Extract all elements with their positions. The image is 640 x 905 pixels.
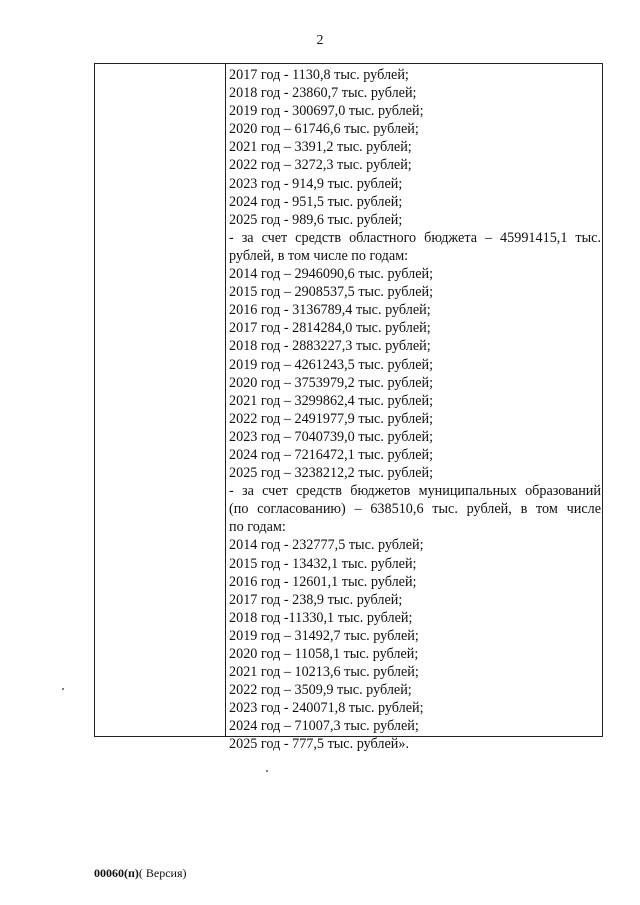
funding-line: 2019 год - 300697,0 тыс. рублей;: [229, 103, 424, 120]
funding-line: 2018 год - 2883227,3 тыс. рублей;: [229, 338, 431, 355]
funding-line: 2022 год – 3509,9 тыс. рублей;: [229, 682, 412, 699]
funding-line: 2015 год - 13432,1 тыс. рублей;: [229, 555, 417, 572]
scan-speck: [62, 688, 64, 690]
funding-line: - за счет средств бюджетов муниципальных образований: [229, 483, 601, 500]
funding-line: 2025 год – 3238212,2 тыс. рублей;: [229, 465, 434, 482]
funding-line: 2019 год – 31492,7 тыс. рублей;: [229, 627, 419, 644]
funding-line: 2014 год - 232777,5 тыс. рублей;: [229, 537, 424, 554]
funding-line: 2023 год - 914,9 тыс. рублей;: [229, 175, 403, 192]
funding-line: 2022 год – 2491977,9 тыс. рублей;: [229, 410, 434, 427]
funding-line: 2022 год – 3272,3 тыс. рублей;: [229, 157, 412, 174]
funding-line: рублей, в том числе по годам:: [229, 247, 409, 264]
scan-speck: [266, 770, 268, 772]
funding-line: 2021 год – 3299862,4 тыс. рублей;: [229, 392, 434, 409]
table-left-cell: [95, 64, 226, 736]
funding-line: 2016 год - 12601,1 тыс. рублей;: [229, 573, 417, 590]
funding-line: 2025 год - 989,6 тыс. рублей;: [229, 211, 403, 228]
funding-line: 2020 год – 11058,1 тыс. рублей;: [229, 646, 419, 662]
funding-line: 2017 год - 1130,8 тыс. рублей;: [229, 67, 409, 83]
footer: [94, 866, 187, 881]
funding-line: 2020 год – 61746,6 тыс. рублей;: [229, 121, 419, 138]
funding-line: 2018 год -11330,1 тыс. рублей;: [229, 609, 413, 626]
funding-line: 2019 год – 4261243,5 тыс. рублей;: [229, 356, 434, 373]
funding-line: 2018 год - 23860,7 тыс. рублей;: [229, 85, 417, 102]
funding-line: 2020 год – 3753979,2 тыс. рублей;: [229, 374, 434, 391]
funding-line: 2023 год – 7040739,0 тыс. рублей;: [229, 428, 434, 445]
funding-line: - за счет средств областного бюджета – 45991415,1 тыс.: [229, 229, 601, 246]
page-number: 2: [316, 33, 324, 48]
funding-line: (по согласованию) – 638510,6 тыс. рублей, в том числе: [229, 501, 601, 518]
funding-line: 2017 год - 2814284,0 тыс. рублей;: [229, 320, 431, 337]
funding-line: 2021 год – 10213,6 тыс. рублей;: [229, 664, 419, 681]
funding-line: 2021 год – 3391,2 тыс. рублей;: [229, 139, 412, 156]
document-table: [94, 63, 603, 753]
funding-line: 2016 год - 3136789,4 тыс. рублей;: [229, 302, 431, 319]
funding-line: 2017 год - 238,9 тыс. рублей;: [229, 591, 403, 608]
table-right-cell: [229, 66, 601, 754]
funding-line: 2024 год – 71007,3 тыс. рублей;: [229, 718, 419, 735]
funding-line: по годам:: [229, 519, 286, 536]
funding-line: 2024 год – 7216472,1 тыс. рублей;: [229, 446, 434, 463]
funding-line: 2024 год - 951,5 тыс. рублей;: [229, 193, 403, 210]
funding-line: 2015 год – 2908537,5 тыс. рублей;: [229, 284, 434, 301]
funding-line: 2023 год - 240071,8 тыс. рублей;: [229, 700, 424, 717]
funding-line: 2014 год – 2946090,6 тыс. рублей;: [229, 266, 434, 283]
footer-code: 00060(п): [94, 866, 139, 880]
funding-line: 2025 год - 777,5 тыс. рублей».: [229, 736, 409, 753]
footer-version: ( Версия): [138, 866, 187, 880]
